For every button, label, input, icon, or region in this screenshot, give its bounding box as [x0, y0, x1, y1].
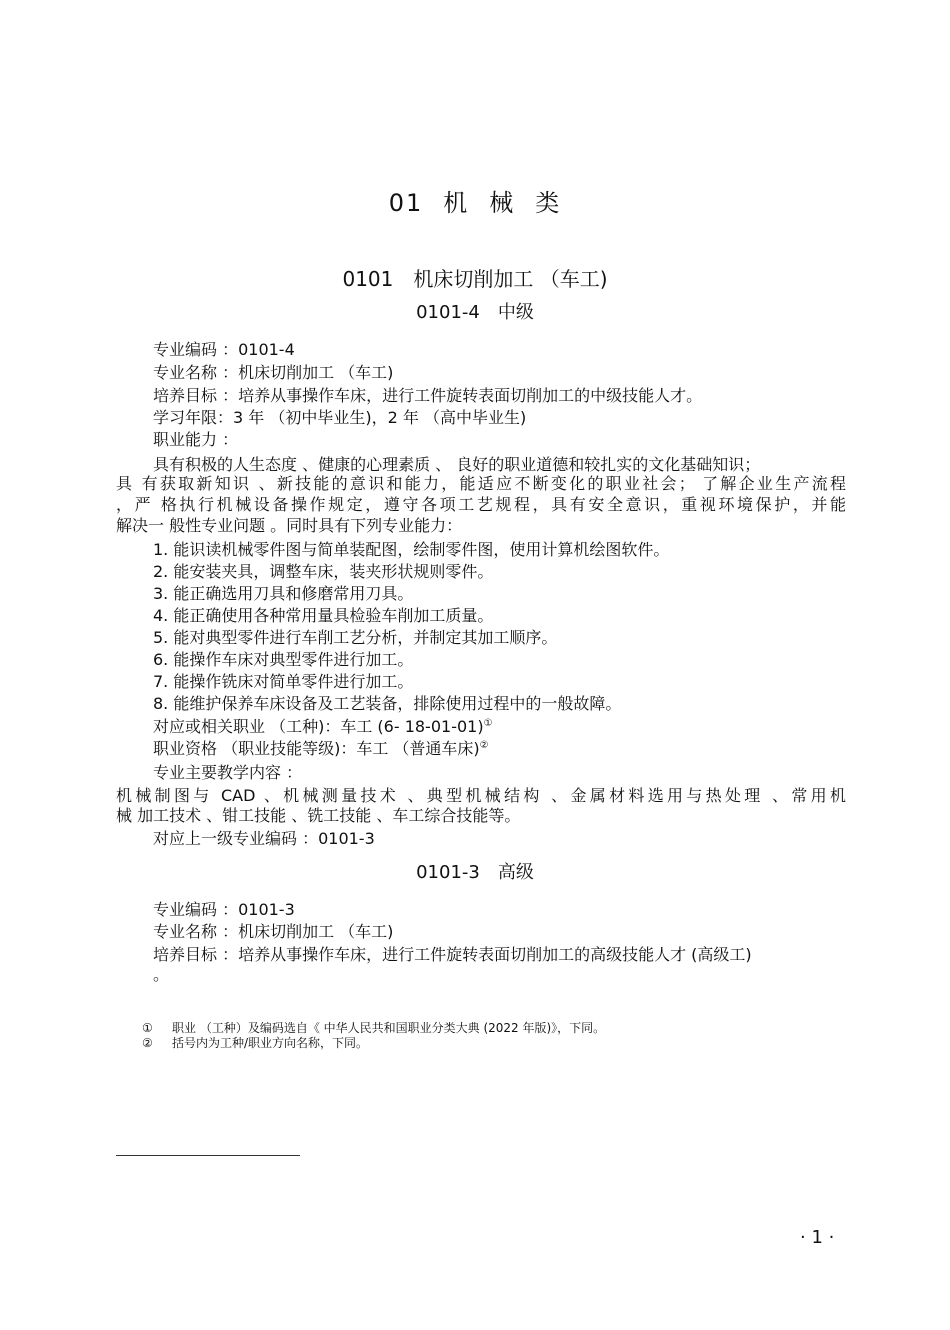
teaching-content-line-2: 械 加工技术 、钳工技能 、铣工技能 、车工综合技能等。 [116, 806, 521, 825]
chapter-title [0, 186, 950, 220]
ability-item: 5. 能对典型零件进行车削工艺分析，并制定其加工顺序。 [153, 628, 558, 647]
upper-level-code: 对应上一级专业编码 ：0101-3 [153, 829, 375, 848]
ability-paragraph-line-1: 具有积极的人生态度 、健康的心理素质 、 良好的职业道德和较扎实的文化基础知识； [153, 455, 761, 474]
subsection-title-intermediate: 0101-4 中级 [416, 302, 534, 323]
qualification [153, 738, 489, 760]
footnote-2-mark: ② [142, 1036, 153, 1050]
ability-item: 3. 能正确选用刀具和修磨常用刀具。 [153, 584, 414, 603]
page-number: · 1 · [800, 1227, 835, 1248]
study-duration: 学习年限：3 年 （初中毕业生)，2 年 （高中毕业生) [153, 408, 527, 427]
teaching-content-line-1: 机械制图与 CAD 、机械测量技术 、典型机械结构 、金属材料选用与热处理 、常用机 [116, 786, 846, 805]
related-occupation [153, 716, 493, 738]
chapter-number: 01 [388, 189, 424, 217]
training-goal-advanced: 培养目标 ：培养从事操作车床，进行工件旋转表面切削加工的高级技能人才 (高级工) [153, 945, 752, 964]
training-goal: 培养目标 ：培养从事操作车床，进行工件旋转表面切削加工的中级技能人才。 [153, 386, 703, 405]
ability-item: 6. 能操作车床对典型零件进行加工。 [153, 650, 414, 669]
chapter-char-3: 类 [535, 189, 562, 217]
ability-item: 4. 能正确使用各种常用量具检验车削加工质量。 [153, 606, 494, 625]
training-goal-advanced-tail: 。 [153, 965, 170, 984]
footnote-divider [116, 1155, 300, 1156]
footnote-ref-2: ② [479, 740, 489, 751]
ability-paragraph-line-4: 解决一 般性专业问题 。同时具有下列专业能力： [116, 516, 463, 535]
footnote-1-mark: ① [142, 1021, 153, 1035]
major-code: 专业编码 ：0101-4 [153, 340, 295, 359]
ability-item: 1. 能识读机械零件图与简单装配图，绘制零件图，使用计算机绘图软件。 [153, 540, 670, 559]
section-title: 0101 机床切削加工 （车工) [342, 267, 608, 291]
ability-paragraph-line-2: 具 有获取新知识 、新技能的意识和能力，能适应不断变化的职业社会； 了解企业生产流程 [116, 474, 846, 493]
ability-label: 职业能力 ： [153, 430, 239, 449]
chapter-char-2: 械 [489, 189, 516, 217]
ability-item: 7. 能操作铣床对简单零件进行加工。 [153, 672, 414, 691]
footnote-ref-1: ① [483, 718, 493, 729]
footnote-2-text: 括号内为工种/职业方向名称，下同。 [172, 1036, 369, 1050]
chapter-char-1: 机 [443, 189, 470, 217]
ability-item: 2. 能安装夹具，调整车床，装夹形状规则零件。 [153, 562, 494, 581]
footnote-2 [142, 1035, 368, 1051]
teaching-content-label: 专业主要教学内容 ： [153, 763, 303, 782]
ability-paragraph-line-3: ，严 格执行机械设备操作规定，遵守各项工艺规程，具有安全意识，重视环境保护，并能 [116, 495, 846, 514]
ability-item: 8. 能维护保养车床设备及工艺装备，排除使用过程中的一般故障。 [153, 694, 622, 713]
qualification-text: 职业资格 （职业技能等级)：车工 （普通车床) [153, 739, 480, 758]
major-name-advanced: 专业名称 ：机床切削加工 （车工) [153, 922, 394, 941]
major-code-advanced: 专业编码 ：0101-3 [153, 900, 295, 919]
major-name: 专业名称 ：机床切削加工 （车工) [153, 363, 394, 382]
related-occupation-text: 对应或相关职业 （工种)：车工 (6- 18-01-01) [153, 717, 484, 736]
footnote-1-text: 职业 （工种）及编码选自《 中华人民共和国职业分类大典 (2022 年版)》，下同。 [172, 1021, 606, 1035]
footnote-1 [142, 1020, 605, 1036]
subsection-title-advanced: 0101-3 高级 [416, 862, 534, 883]
